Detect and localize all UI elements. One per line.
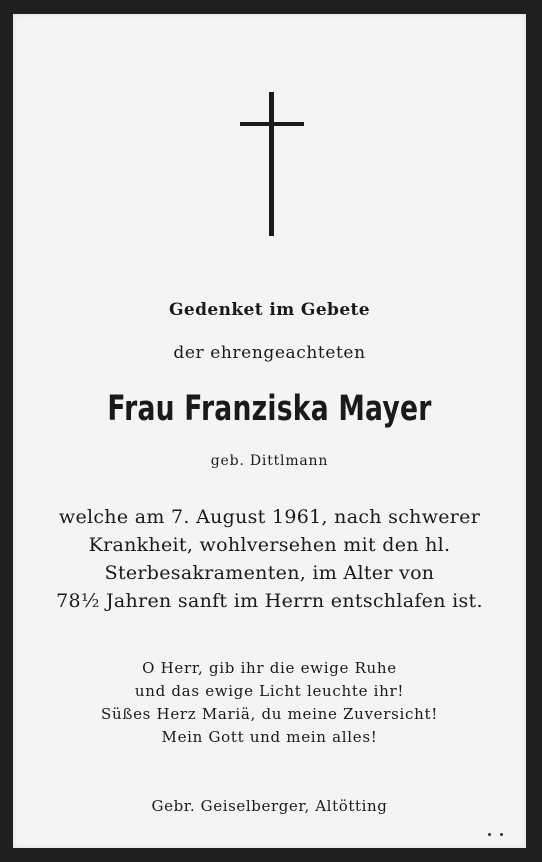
- notice-line: Sterbesakramenten, im Alter von: [104, 562, 435, 584]
- print-mark-dots: [488, 833, 508, 837]
- prayer-line: O Herr, gib ihr die ewige Ruhe: [142, 659, 397, 677]
- deceased-name: Frau Franziska Mayer: [107, 389, 432, 429]
- header-line-1: Gedenket im Gebete: [168, 300, 371, 320]
- cross-horizontal-bar: [240, 122, 304, 126]
- printer-credit: Gebr. Geiselberger, Altötting: [151, 797, 388, 815]
- notice-line: welche am 7. August 1961, nach schwerer: [58, 506, 481, 528]
- prayer-text: [13, 657, 526, 749]
- cross-vertical-bar: [269, 92, 274, 236]
- prayer-line: und das ewige Licht leuchte ihr!: [134, 682, 405, 700]
- cross-icon: [240, 92, 304, 236]
- memorial-card: [13, 14, 526, 848]
- prayer-line: Süßes Herz Mariä, du meine Zuversicht!: [101, 705, 438, 723]
- header-line-2: der ehrengeachteten: [173, 343, 366, 363]
- maiden-name: geb. Dittlmann: [210, 453, 329, 469]
- dot: [488, 833, 491, 836]
- prayer-line: Mein Gott und mein alles!: [161, 728, 378, 746]
- notice-line: Krankheit, wohlversehen mit den hl.: [88, 534, 451, 556]
- death-notice-text: [13, 503, 526, 615]
- dot: [500, 833, 503, 836]
- notice-line: 78½ Jahren sanft im Herrn entschlafen ist.: [56, 590, 483, 612]
